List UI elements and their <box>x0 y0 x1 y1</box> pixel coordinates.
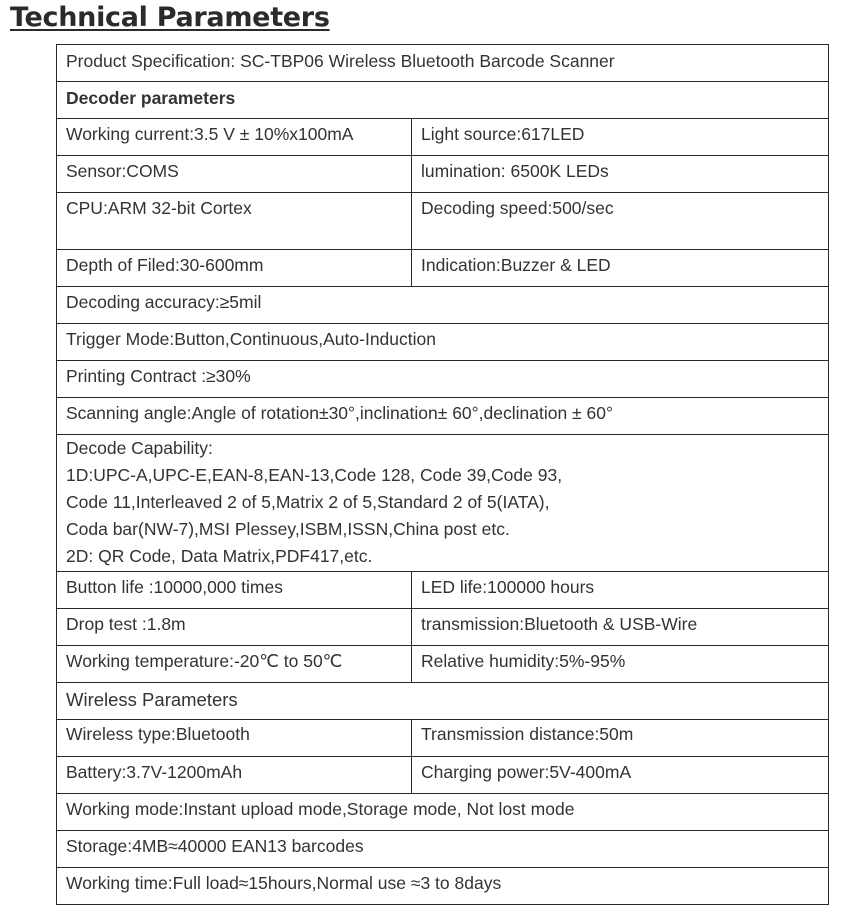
drop-test-cell: Drop test :1.8m <box>57 609 412 646</box>
indication-cell: Indication:Buzzer & LED <box>412 250 829 287</box>
capability-line: 2D: QR Code, Data Matrix,PDF417,etc. <box>66 546 373 566</box>
relative-humidity-cell: Relative humidity:5%-95% <box>412 646 829 683</box>
capability-line: Coda bar(NW-7),MSI Plessey,ISBM,ISSN,China post etc. <box>66 519 510 539</box>
table-row <box>57 794 829 831</box>
charging-power-cell: Charging power:5V-400mA <box>412 757 829 794</box>
table-row <box>57 361 829 398</box>
light-source-cell: Light source:617LED <box>412 119 829 156</box>
table-row <box>57 82 829 119</box>
working-time-cell: Working time:Full load≈15hours,Normal use ≈3 to 8days <box>57 868 829 905</box>
decoding-speed-cell: Decoding speed:500/sec <box>412 193 829 250</box>
printing-contrast-cell: Printing Contract :≥30% <box>57 361 829 398</box>
storage-cell: Storage:4MB≈40000 EAN13 barcodes <box>57 831 829 868</box>
capability-line: Decode Capability: <box>66 438 213 458</box>
table-row <box>57 609 829 646</box>
table-row <box>57 868 829 905</box>
table-row <box>57 193 829 250</box>
table-row <box>57 287 829 324</box>
capability-line: Code 11,Interleaved 2 of 5,Matrix 2 of 5,Standard 2 of 5(IATA), <box>66 492 550 512</box>
transmission-distance-cell: Transmission distance:50m <box>412 720 829 757</box>
button-life-cell: Button life :10000,000 times <box>57 572 412 609</box>
page-title: Technical Parameters <box>10 2 330 33</box>
sensor-cell: Sensor:COMS <box>57 156 412 193</box>
decoder-section-header: Decoder parameters <box>57 82 829 119</box>
led-life-cell: LED life:100000 hours <box>412 572 829 609</box>
wireless-section-header: Wireless Parameters <box>57 683 829 720</box>
table-row <box>57 398 829 435</box>
trigger-mode-cell: Trigger Mode:Button,Continuous,Auto-Induction <box>57 324 829 361</box>
capability-line: 1D:UPC-A,UPC-E,EAN-8,EAN-13,Code 128, Code 39,Code 93, <box>66 465 563 485</box>
depth-of-field-cell: Depth of Filed:30-600mm <box>57 250 412 287</box>
table-row <box>57 720 829 757</box>
lumination-cell: lumination: 6500K LEDs <box>412 156 829 193</box>
table-row <box>57 831 829 868</box>
table-row <box>57 683 829 720</box>
battery-cell: Battery:3.7V-1200mAh <box>57 757 412 794</box>
transmission-cell: transmission:Bluetooth & USB-Wire <box>412 609 829 646</box>
cpu-cell: CPU:ARM 32-bit Cortex <box>57 193 412 250</box>
table-row <box>57 45 829 82</box>
table-row <box>57 119 829 156</box>
scanning-angle-cell: Scanning angle:Angle of rotation±30°,inclination± 60°,declination ± 60° <box>57 398 829 435</box>
table-row <box>57 757 829 794</box>
working-current-cell: Working current:3.5 V ± 10%x100mA <box>57 119 412 156</box>
table-row <box>57 156 829 193</box>
table-row <box>57 435 829 572</box>
table-row <box>57 572 829 609</box>
decoding-accuracy-cell: Decoding accuracy:≥5mil <box>57 287 829 324</box>
wireless-type-cell: Wireless type:Bluetooth <box>57 720 412 757</box>
working-mode-cell: Working mode:Instant upload mode,Storage mode, Not lost mode <box>57 794 829 831</box>
table-row <box>57 250 829 287</box>
product-spec-cell: Product Specification: SC-TBP06 Wireless Bluetooth Barcode Scanner <box>57 45 829 82</box>
table-row <box>57 646 829 683</box>
working-temperature-cell: Working temperature:-20℃ to 50℃ <box>57 646 412 683</box>
spec-table <box>56 44 829 905</box>
table-row <box>57 324 829 361</box>
decode-capability-cell <box>57 435 829 572</box>
